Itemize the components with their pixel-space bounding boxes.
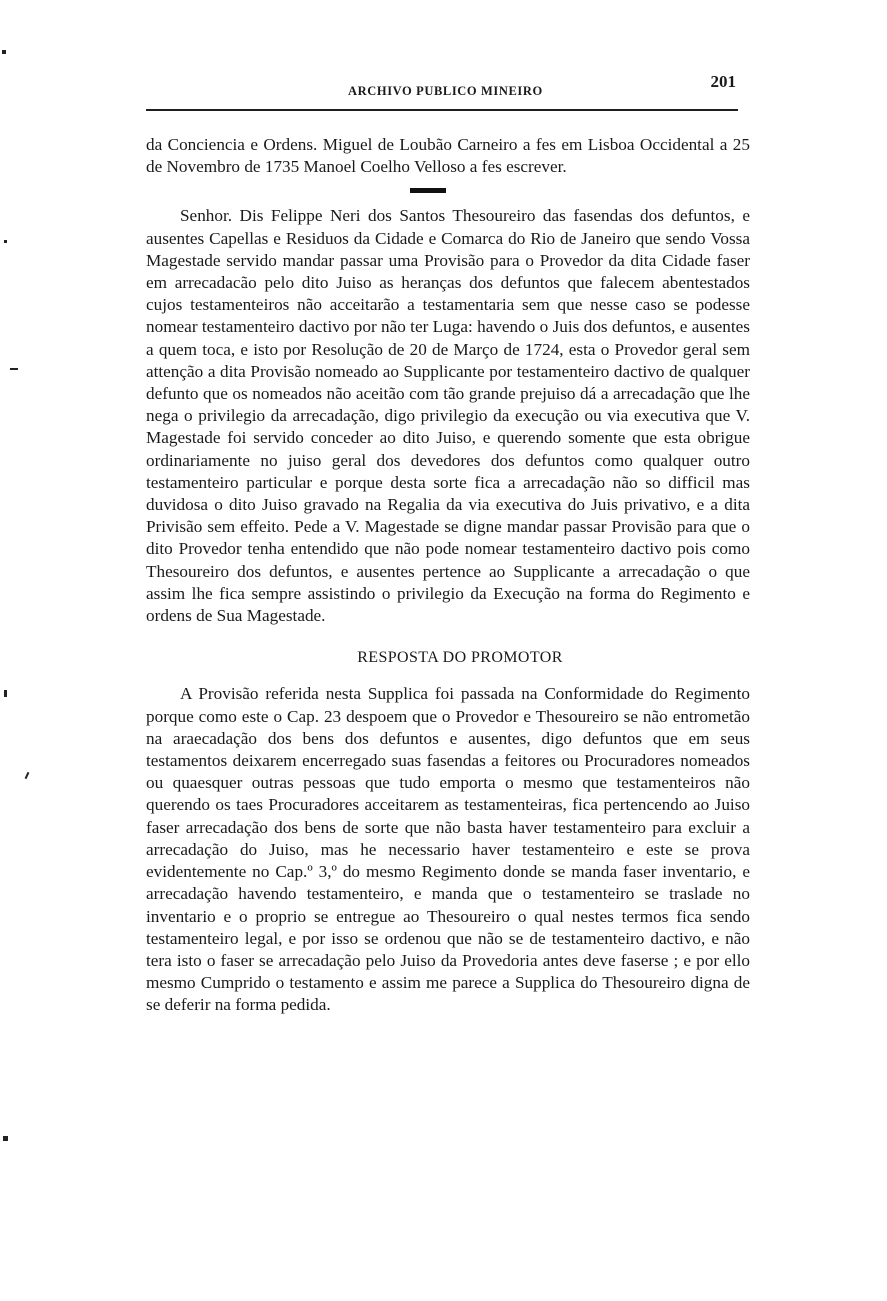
section-heading: RESPOSTA DO PROMOTOR <box>357 649 563 667</box>
petition-paragraph: Senhor. Dis Felippe Neri dos Santos Thesoureiro das fasendas dos defuntos, e ausentes Capellas e Residuos da Cidade e Comarca do Rio de Janeiro que sendo Vossa Magestade servido mandar passar uma Provisão para o Provedor da dita Cidade faser em arrecadacão pelo dito Juiso as heranças dos defuntos que falecem abentestados cujos testamenteiros não acceitarão a testamentaria sem que nesse caso se podesse nomear testamenteiro dactivo por não ter Luga: havendo o Juis dos defuntos, e ausentes a quem toca, e isto por Resolução de 20 de Março de 1724, esta o Provedor geral sem attenção a dita Provisão nomeado ao Supplicante por testamenteiro dactivo de qualquer defunto que os nomeados não aceitão com tão grande prejuiso dá a arrecadação que lhe nega o privilegio da arrecadação, digo privilegio da execução ou via executiva que V. Magestade foi servido conceder ao dito Juiso, e querendo somente que esta obrigue ordinariamente no juiso geral dos devedores dos defuntos como qualquer outro testamenteiro particular e porque desta sorte fica a arrecadação não so difficil mas duvidosa o dito Juiso gravado na Regalia da via executiva do Juis privativo, e a dita Privisão sem effeito. Pede a V. Magestade se digne mandar passar Provisão para que o dito Provedor tenha entendido que não pode nomear testamenteiro dactivo pois como Thesoureiro dos defuntos, e ausentes pertence ao Supplicante a arrecadação o que assim lhe fica sempre assistindo o privilegio da Execução na forma do Regimento e ordens de Sua Magestade. <box>146 206 750 626</box>
scan-mark <box>2 50 6 54</box>
running-head: ARCHIVO PUBLICO MINEIRO <box>348 84 543 98</box>
page-header <box>148 72 740 108</box>
scan-mark <box>4 690 7 697</box>
scan-mark <box>25 772 30 779</box>
scan-mark <box>4 240 7 243</box>
body-text <box>146 134 750 1017</box>
scan-mark <box>10 368 18 370</box>
header-rule <box>146 109 738 111</box>
response-paragraph: A Provisão referida nesta Supplica foi passada na Conformidade do Regimento porque como este o Cap. 23 despoem que o Provedor e Thesoureiro se não entrometão na araecadação dos bens dos defuntos e ausentes, digo defuntos que em seus testamentos deixarem encerregado suas fasendas a feitores ou Procuradores nomeados ou quaesquer outras pessoas que tudo emporta o mesmo que testamenteiros não querendo os taes Procuradores acceitarem as testamenteiras, fica pertencendo ao Juiso faser arrecadação dos bens de sorte que não basta haver testamenteiro para excluir a arrecadação do Juiso, mas he necessario haver testamenteiro e este se prova evidentemente no Cap.º 3,º do mesmo Regimento donde se manda faser inventario, e arrecadação havendo testamenteiro, e manda que o testamenteiro se traslade no inventario e o proprio se entregue ao Thesoureiro o qual nestes termos fica sendo testamenteiro legal, e por isso se ordenou que não se de testamenteiro dactivo, e não tera isto o faser se arrecadação pelo Juiso da Provedoria antes deve faserse ; e por ello mesmo Cumprido o testamento e assim me parece a Supplica do Thesoureiro digna de se deferir na forma pedida. <box>146 684 750 1015</box>
page-number: 201 <box>710 72 736 91</box>
separator-ornament <box>410 188 446 193</box>
opening-paragraph: da Conciencia e Ordens. Miguel de Loubão Carneiro a fes em Lisboa Occidental a 25 de Novembro de 1735 Manoel Coelho Velloso a fes escrever. <box>146 135 750 177</box>
scan-mark <box>3 1136 8 1141</box>
